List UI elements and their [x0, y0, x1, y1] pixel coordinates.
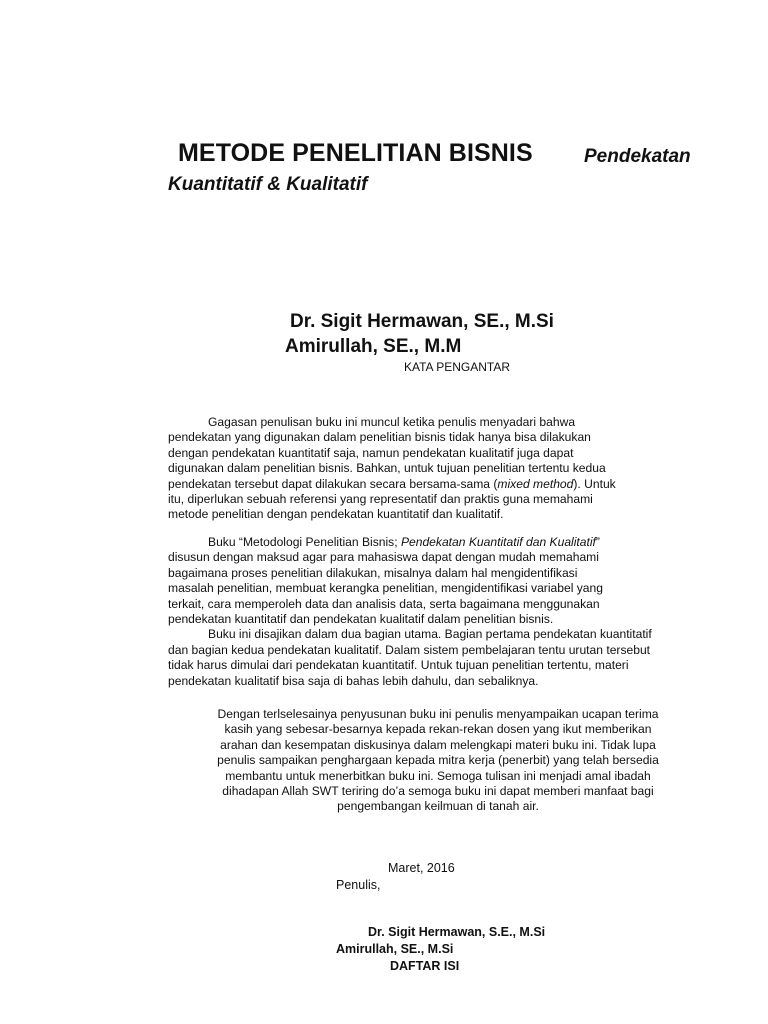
text-line: dengan pendekatan kuantitatif saja, namun pendekatan kualitatif juga dapat	[168, 445, 574, 460]
text-line: pendekatan kuantitatif dan pendekatan kualitatif dalam penelitian bisnis.	[168, 612, 554, 627]
text-line: terkait, cara memperoleh data dan analisis data, serta bagaimana menggunakan	[168, 596, 600, 611]
text-line: Buku “Metodologi Penelitian Bisnis; Pendekatan Kuantitatif dan Kualitatif”	[208, 535, 600, 549]
text-line: digunakan dalam penelitian bisnis. Bahkan, untuk tujuan penelitian tertentu kedua	[168, 461, 606, 476]
text-line: Buku ini disajikan dalam dua bagian utama. Bagian pertama pendekatan kuantitatif	[208, 627, 652, 642]
text-line: Dengan terlselesainya penyusunan buku ini penulis menyampaikan ucapan terima	[217, 707, 659, 721]
signature-name-2: Amirullah, SE., M.Si	[336, 942, 454, 956]
closing-penulis: Penulis,	[336, 878, 381, 892]
text-line: penulis sampaikan penghargaan kepada mitra kerja (penerbit) yang telah bersedia	[217, 753, 659, 768]
text-line: tidak harus dimulai dari pendekatan kuantitatif. Untuk tujuan penelitian tertentu, materi	[168, 658, 629, 673]
text-line: membantu untuk menerbitkan buku ini. Semoga tulisan ini menjadi amal ibadah	[225, 768, 651, 783]
author-name-1: Dr. Sigit Hermawan, SE., M.Si	[290, 311, 554, 332]
book-subtitle-line2: Kuantitatif & Kualitatif	[168, 174, 368, 195]
paragraph-intro	[168, 415, 728, 523]
text-line: metode penelitian dengan pendekatan kuantitatif dan kualitatif.	[168, 507, 504, 522]
text-line: disusun dengan maksud agar para mahasiswa dapat dengan mudah memahami	[168, 550, 599, 565]
text-line: bagaimana proses penelitian dilakukan, misalnya dalam hal mengidentifikasi	[168, 565, 578, 580]
book-title: METODE PENELITIAN BISNIS	[178, 139, 533, 167]
text-line: itu, diperlukan sebuah referensi yang representatif dan praktis guna memahami	[168, 492, 593, 507]
section-heading: KATA PENGANTAR	[404, 360, 511, 374]
text-line: pendekatan yang digunakan dalam penelitian bisnis tidak hanya bisa dilakukan	[168, 430, 591, 445]
paragraph-book-description	[168, 535, 728, 689]
author-name-2: Amirullah, SE., M.M	[285, 336, 462, 357]
italic-book-title: Pendekatan Kuantitatif dan Kualitatif	[400, 535, 596, 549]
signature-name-1: Dr. Sigit Hermawan, S.E., M.Si	[368, 925, 546, 939]
closing-date: Maret, 2016	[388, 861, 455, 875]
next-section-heading: DAFTAR ISI	[390, 959, 460, 973]
paragraph-acknowledgement	[168, 707, 708, 815]
text-line: kasih yang sebesar-besarnya kepada rekan-rekan dosen yang ikut memberikan	[224, 722, 652, 737]
text-line: pendekatan tersebut dapat dilakukan secara bersama-sama (mixed method). Untuk	[168, 476, 616, 491]
text-line: pengembangan keilmuan di tanah air.	[337, 799, 539, 814]
text-line: dihadapan Allah SWT teriring do’a semoga buku ini dapat memberi manfaat bagi	[222, 784, 654, 799]
italic-term: mixed method	[497, 476, 574, 491]
text-line: arahan dan kesempatan diskusinya dalam melengkapi materi buku ini. Tidak lupa	[220, 737, 656, 752]
text-line: masalah penelitian, membuat kerangka penelitian, mengidentifikasi variabel yang	[168, 581, 603, 596]
text-line: Gagasan penulisan buku ini muncul ketika penulis menyadari bahwa	[208, 415, 576, 429]
text-line: dan bagian kedua pendekatan kualitatif. Dalam sistem pembelajaran tentu urutan tersebut	[168, 642, 651, 657]
book-subtitle-line1: Pendekatan	[584, 146, 691, 167]
text-line: pendekatan kualitatif bisa saja di bahas lebih dahulu, dan sebaliknya.	[168, 673, 539, 688]
